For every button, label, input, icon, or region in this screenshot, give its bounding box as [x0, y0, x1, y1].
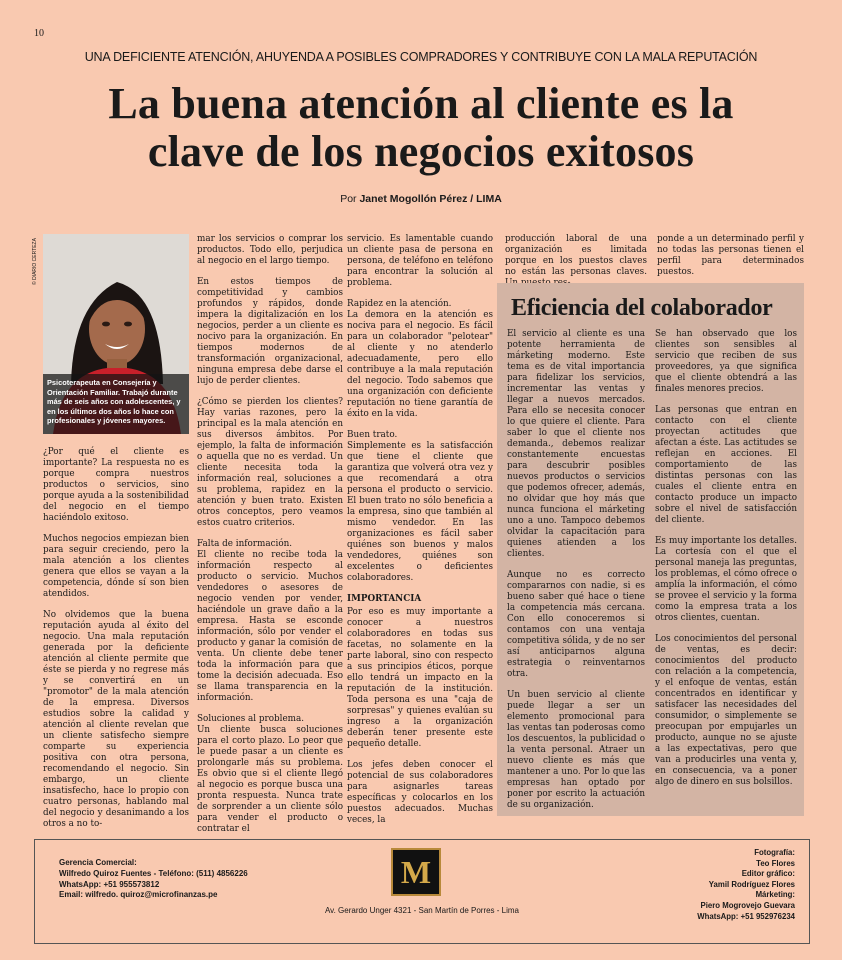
paragraph: Es muy importante los detalles. La cortesía con el que el personal maneja las preguntas, los problemas, el cómo ofrece o amplía la información, el cómo se provee el servicio y la forma como la empresa trata a los otros clientes, cuentan. [655, 536, 797, 623]
sidebar-box [497, 283, 804, 816]
photo-credit: © DIARIO CERTEZA [32, 238, 38, 285]
column-3 [347, 234, 493, 836]
headline [0, 80, 842, 176]
paragraph: servicio. Es lamentable cuando un cliente pasa de persona en persona, de teléfono en teléfono para encontrar la solución al problema. [347, 234, 493, 288]
byline-prefix: Por [340, 193, 357, 205]
footer [34, 839, 810, 944]
paragraph: Simplemente es la satisfacción que tiene el cliente que garantiza que volverá otra vez y que recomendará a otra persona el producto o servicio. El buen trato no sólo beneficia a la empresa, sino que también al mismo vendedor. En las organizaciones es fácil saber quiénes son buenos y malos vendedores, quiénes son excelentes o deficientes colaboradores. [347, 441, 493, 583]
credit-line: Editor gráfico: [741, 869, 795, 879]
paragraph: La demora en la atención es nociva para el negocio. Es fácil para un colaborador "pelotear" al cliente y no atenderlo adecuadamente, pero ello contribuye a la mala reputación del negocio. Todo sabemos que una organización con deficiente reputación no tiene garantía de éxito en la vida. [347, 310, 493, 419]
paragraph: En estos tiempos de competitividad y cambios profundos y rápidos, donde impera la digitalización en los negocios, perder a un cliente es nocivo para la organización. En tiempos modernos de transformación organizacional, ninguna empresa debe darse el lujo de perder clientes. [197, 277, 343, 386]
paragraph: Aunque no es correcto compararnos con nadie, si es bueno saber qué hace o tiene la competencia más cercana. Con ello conoceremos si contamos con una ventaja competitiva sólida, y de no ser así anticiparnos alguna estrategia o reinventarnos otra. [507, 570, 645, 679]
paragraph: El servicio al cliente es una potente herramienta de márketing moderno. Este tema es de vital importancia para fidelizar los servicios, incrementar las ventas y llegar a nuevos mercados. Para ello se necesita conocer lo que quiere el cliente. Para saber lo que el cliente nos demanda., debemos realizar constantemente encuestas para descubrir posibles nuevos productos o servicios que podemos ofrecer, además, no olvidar que hoy más que nunca funciona el márketing uno a uno. Tampoco debemos olvidar la capacitación para quienes atienden a los clientes. [507, 329, 645, 559]
paragraph: No olvidemos que la buena reputación ayuda al éxito del negocio. Una mala reputación generada por la deficiente atención al cliente permite que éste se pierda y no regrese más y se convertirá en un "promotor" de la mala atención de la empresa. Diversos estudios sobre la calidad y atención al cliente revelan que un cliente satisfecho siempre comparte su experiencia positiva con otra persona, recomendando el negocio. Sin embargo, un cliente insatisfecho, hace lo propio con cuatro personas, hablando mal del negocio y desanimando a los otros a no to- [43, 610, 189, 829]
subheading: Soluciones al problema. [197, 714, 305, 724]
byline-author: Janet Mogollón Pérez / LIMA [359, 193, 502, 205]
credit-line: Márketing: [755, 890, 795, 900]
subheading: Falta de información. [197, 539, 293, 549]
sidebar-column-a [507, 329, 645, 821]
footer-left-line: WhatsApp: +51 955573812 [59, 879, 160, 889]
footer-email[interactable]: Email: wilfredo. quiroz@microfinanzas.pe [59, 890, 218, 900]
footer-address: Av. Gerardo Unger 4321 - San Martín de Porres - Lima [324, 906, 519, 915]
paragraph: Muchos negocios empiezan bien para seguir creciendo, pero la mala atención a los clientes genera que ellos se vayan a la competencia, dónde sí son bien atendidos. [43, 534, 189, 599]
column-1 [43, 447, 189, 840]
credit-line: Fotografía: [754, 848, 795, 857]
section-heading-importancia: IMPORTANCIA [347, 594, 422, 604]
kicker: UNA DEFICIENTE ATENCIÓN, AHUYENDA A POSIBLES COMPRADORES Y CONTRIBUYE CON LA MALA REPUTACIÓN [84, 50, 758, 64]
headline-line-1: La buena atención al cliente es la [108, 79, 734, 128]
paragraph: ¿Cómo se pierden los clientes? Hay varias razones, pero la principal es la mala atención en sus diversos ámbitos. Por ejemplo, la falta de información o aquella que no es verdad. Un cliente necesita toda la información real, soluciones a su problema, rapidez en la atención y buen trato. Existen otros conceptos, pero veamos estos cuatro criterios. [197, 397, 343, 528]
paragraph: Las personas que entran en contacto con el cliente proyectan actitudes que afectan a éste. Las actitudes se reflejan en acciones. El comportamiento de las distintas personas con las cuales el cliente entra en contacto produce un impacto sobre el nivel de satisfacción del cliente. [655, 405, 797, 525]
credit-line: Yamil Rodríguez Flores [708, 879, 795, 889]
paragraph: Un buen servicio al cliente puede llegar a ser un elemento promocional para las ventas tan poderosas como los descuentos, la publicidad o la venta personal. Atraer un nuevo cliente es más que mantener a uno. Por lo que las empresas han optado por poner por escrito la actuación de su organización. [507, 690, 645, 810]
sidebar-title: Eficiencia del colaborador [511, 295, 773, 321]
paragraph: Por eso es muy importante a conocer a nuestros colaboradores en todas sus facetas, no solamente en la parte laboral, sino con respecto a sus principios éticos, porque ello tendrá un impacto en la reputación de la institución. Toda persona es una "caja de sorpresas" y quienes evalúan su ingreso a la organización deberán tener presente este pequeño detalle. [347, 607, 493, 749]
photo-caption: Psicoterapeuta en Consejería y Orientación Familiar. Trabajó durante más de seis años con adolescentes, y en los últimos dos años lo hace con profesionales y jóvenes mayores. [43, 374, 189, 434]
sidebar-column-b [655, 329, 797, 798]
paragraph: El cliente no recibe toda la información respecto al producto o servicio. Muchos vendedores o asesores de negocio venden por vender, haciéndole un grave daño a la empresa. Hasta se esconde información, sólo por vender el producto y ganar la comisión de venta. Un cliente debe tener toda la información para que tome la decisión adecuada. Eso se llama transparencia en la información. [197, 550, 343, 703]
subheading: Buen trato. [347, 430, 398, 440]
page-number: 10 [34, 28, 44, 39]
footer-commercial-info [59, 858, 248, 901]
credit-line: Teo Flores [756, 858, 795, 868]
paragraph: ponde a un determinado perfil y no todas las personas tienen el perfil para determinados puestos. [657, 234, 804, 277]
paragraph: mar los servicios o comprar los productos. Todo ello, perjudica al negocio en el largo tiempo. [197, 234, 343, 266]
headline-line-2: clave de los negocios exitosos [147, 127, 695, 176]
byline [0, 193, 842, 205]
logo-letter: M [400, 853, 432, 890]
footer-credits [697, 848, 795, 922]
paragraph: Los conocimientos del personal de ventas, es decir: conocimientos del producto con relación a la competencia, y el enfoque de ventas, están concentrados en identificar y satisfacer las necesidades del consumidor, o simplemente se preocupan por empujarles un producto, aunque no se ajuste a las expectativas, pero que van a producirles una venta y, en consecuencia, va a poner algo de dinero en sus bolsillos. [655, 634, 797, 787]
footer-left-line: Gerencia Comercial: [59, 858, 137, 867]
paragraph: ¿Por qué el cliente es importante? La respuesta no es porque compra nuestros productos o servicios, sino porque ayuda a la sostenibilidad del negocio en el tiempo haciéndolo exitoso. [43, 447, 189, 523]
subheading: Rapidez en la atención. [347, 299, 452, 309]
paragraph: Los jefes deben conocer el potencial de sus colaboradores para asignarles tareas específicas y colocarlos en los puestos adecuados. Muchas veces, la [347, 760, 493, 825]
column-2 [197, 234, 343, 845]
paragraph: Un cliente busca soluciones para el corto plazo. Lo peor que le puede pasar a un cliente es prolongarle más su problema. Es obvio que si el cliente llegó al negocio es porque busca una pronta respuesta. Nunca trate de sorprender a un cliente sólo para vender el producto o contratar el [197, 725, 343, 834]
column-5-top [657, 234, 804, 288]
paragraph: producción laboral de una organización es limitada porque en los puestos claves no están las personas claves. [505, 234, 647, 277]
paragraph: Se han observado que los clientes son sensibles al servicio que reciben de sus proveedores, ya que significa que el cliente obtendrá a las finales menores precios. [655, 329, 797, 394]
credit-line: Piero Mogrovejo Guevara [700, 900, 795, 910]
footer-left-line: Wilfredo Quiroz Fuentes - Teléfono: (511) 4856226 [59, 868, 248, 878]
credit-line: WhatsApp: +51 952976234 [697, 911, 795, 921]
publication-logo [391, 848, 441, 896]
